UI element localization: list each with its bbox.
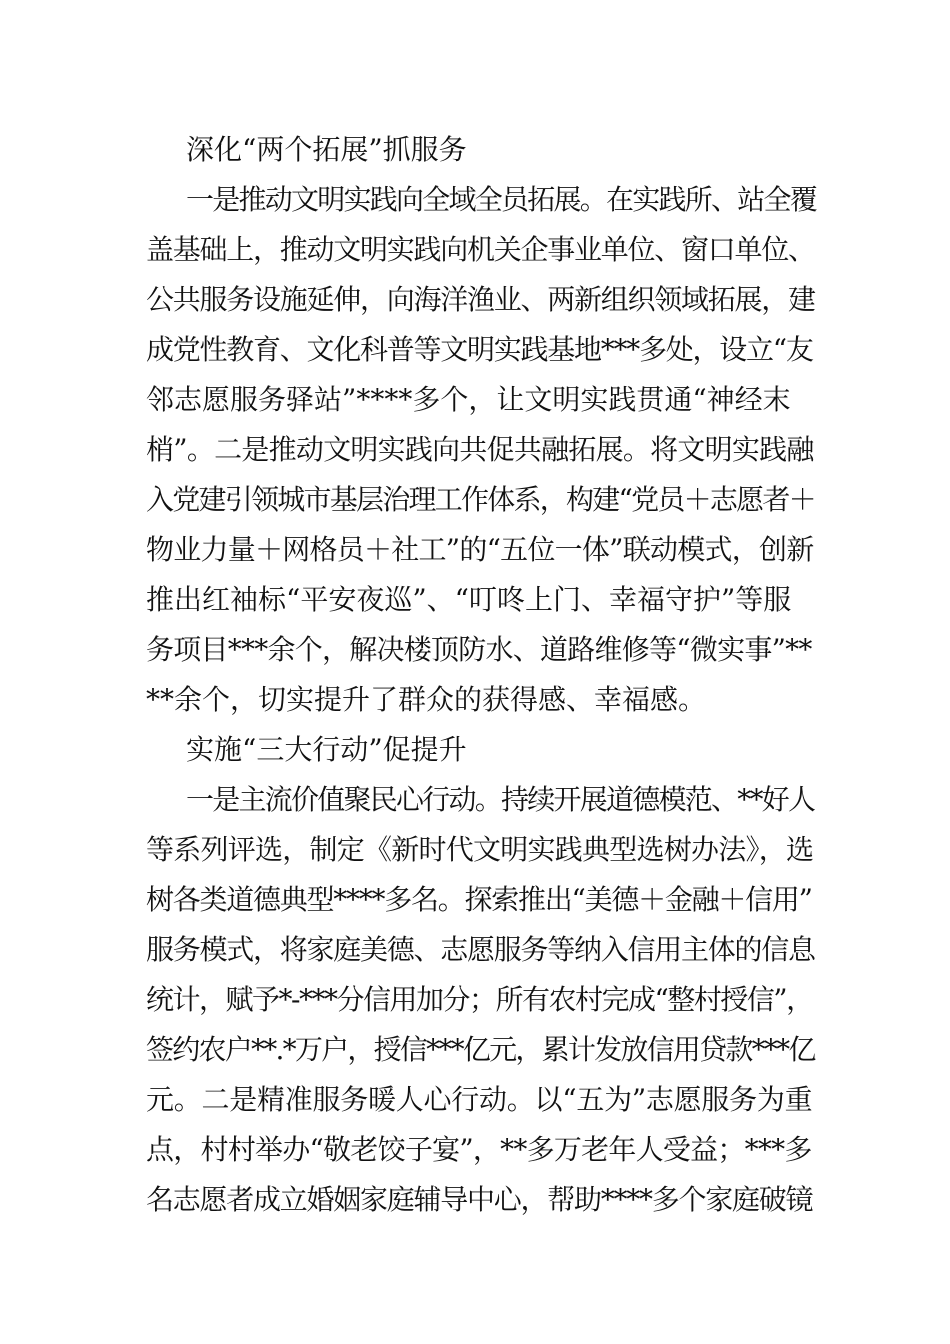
section2-line: 服务模式，将家庭美德、志愿服务等纳入信用主体的信息 bbox=[146, 933, 815, 966]
section2-line: 等系列评选，制定《新时代文明实践典型选树办法》，选 bbox=[146, 833, 814, 866]
section1-line: **余个，切实提升了群众的获得感、幸福感。 bbox=[146, 683, 707, 716]
section2-line: 元。二是精准服务暖人心行动。以“五为”志愿服务为重 bbox=[146, 1083, 813, 1116]
section2-line: 一是主流价值聚民心行动。持续开展道德模范、**好人 bbox=[186, 783, 815, 816]
section2-line: 名志愿者成立婚姻家庭辅导中心，帮助****多个家庭破镜 bbox=[146, 1183, 813, 1216]
section2-heading: 实施“三大行动”促提升 bbox=[186, 733, 467, 766]
section1-line: 推出红袖标“平安夜巡”、“叮咚上门、幸福守护”等服 bbox=[146, 583, 792, 616]
section1-line: 物业力量＋网格员＋社工”的“五位一体”联动模式，创新 bbox=[146, 533, 814, 566]
section1-line: 成党性教育、文化科普等文明实践基地***多处，设立“友 bbox=[146, 333, 813, 366]
section2-line: 统计，赋予*-***分信用加分；所有农村完成“整村授信”， bbox=[146, 983, 813, 1016]
section1-line: 梢”。二是推动文明实践向共促共融拓展。将文明实践融 bbox=[146, 433, 814, 466]
section1-line: 入党建引领城市基层治理工作体系，构建“党员＋志愿者＋ bbox=[146, 483, 815, 516]
section1-line: 盖基础上，推动文明实践向机关企事业单位、窗口单位、 bbox=[146, 233, 815, 266]
section1-line: 务项目***余个，解决楼顶防水、道路维修等“微实事”** bbox=[146, 633, 812, 666]
section1-line: 公共服务设施延伸，向海洋渔业、两新组织领域拓展，建 bbox=[146, 283, 815, 316]
section2-line: 树各类道德典型****多名。探索推出“美德＋金融＋信用” bbox=[146, 883, 812, 916]
section2-line: 签约农户**.*万户，授信***亿元，累计发放信用贷款***亿 bbox=[146, 1033, 815, 1066]
section2-line: 点，村村举办“敬老饺子宴”，**多万老年人受益；***多 bbox=[146, 1133, 812, 1166]
section1-heading: 深化“两个拓展”抓服务 bbox=[186, 133, 467, 166]
section1-line: 一是推动文明实践向全域全员拓展。在实践所、站全覆 bbox=[186, 183, 817, 216]
section1-line: 邻志愿服务驿站”****多个，让文明实践贯通“神经末 bbox=[146, 383, 791, 416]
